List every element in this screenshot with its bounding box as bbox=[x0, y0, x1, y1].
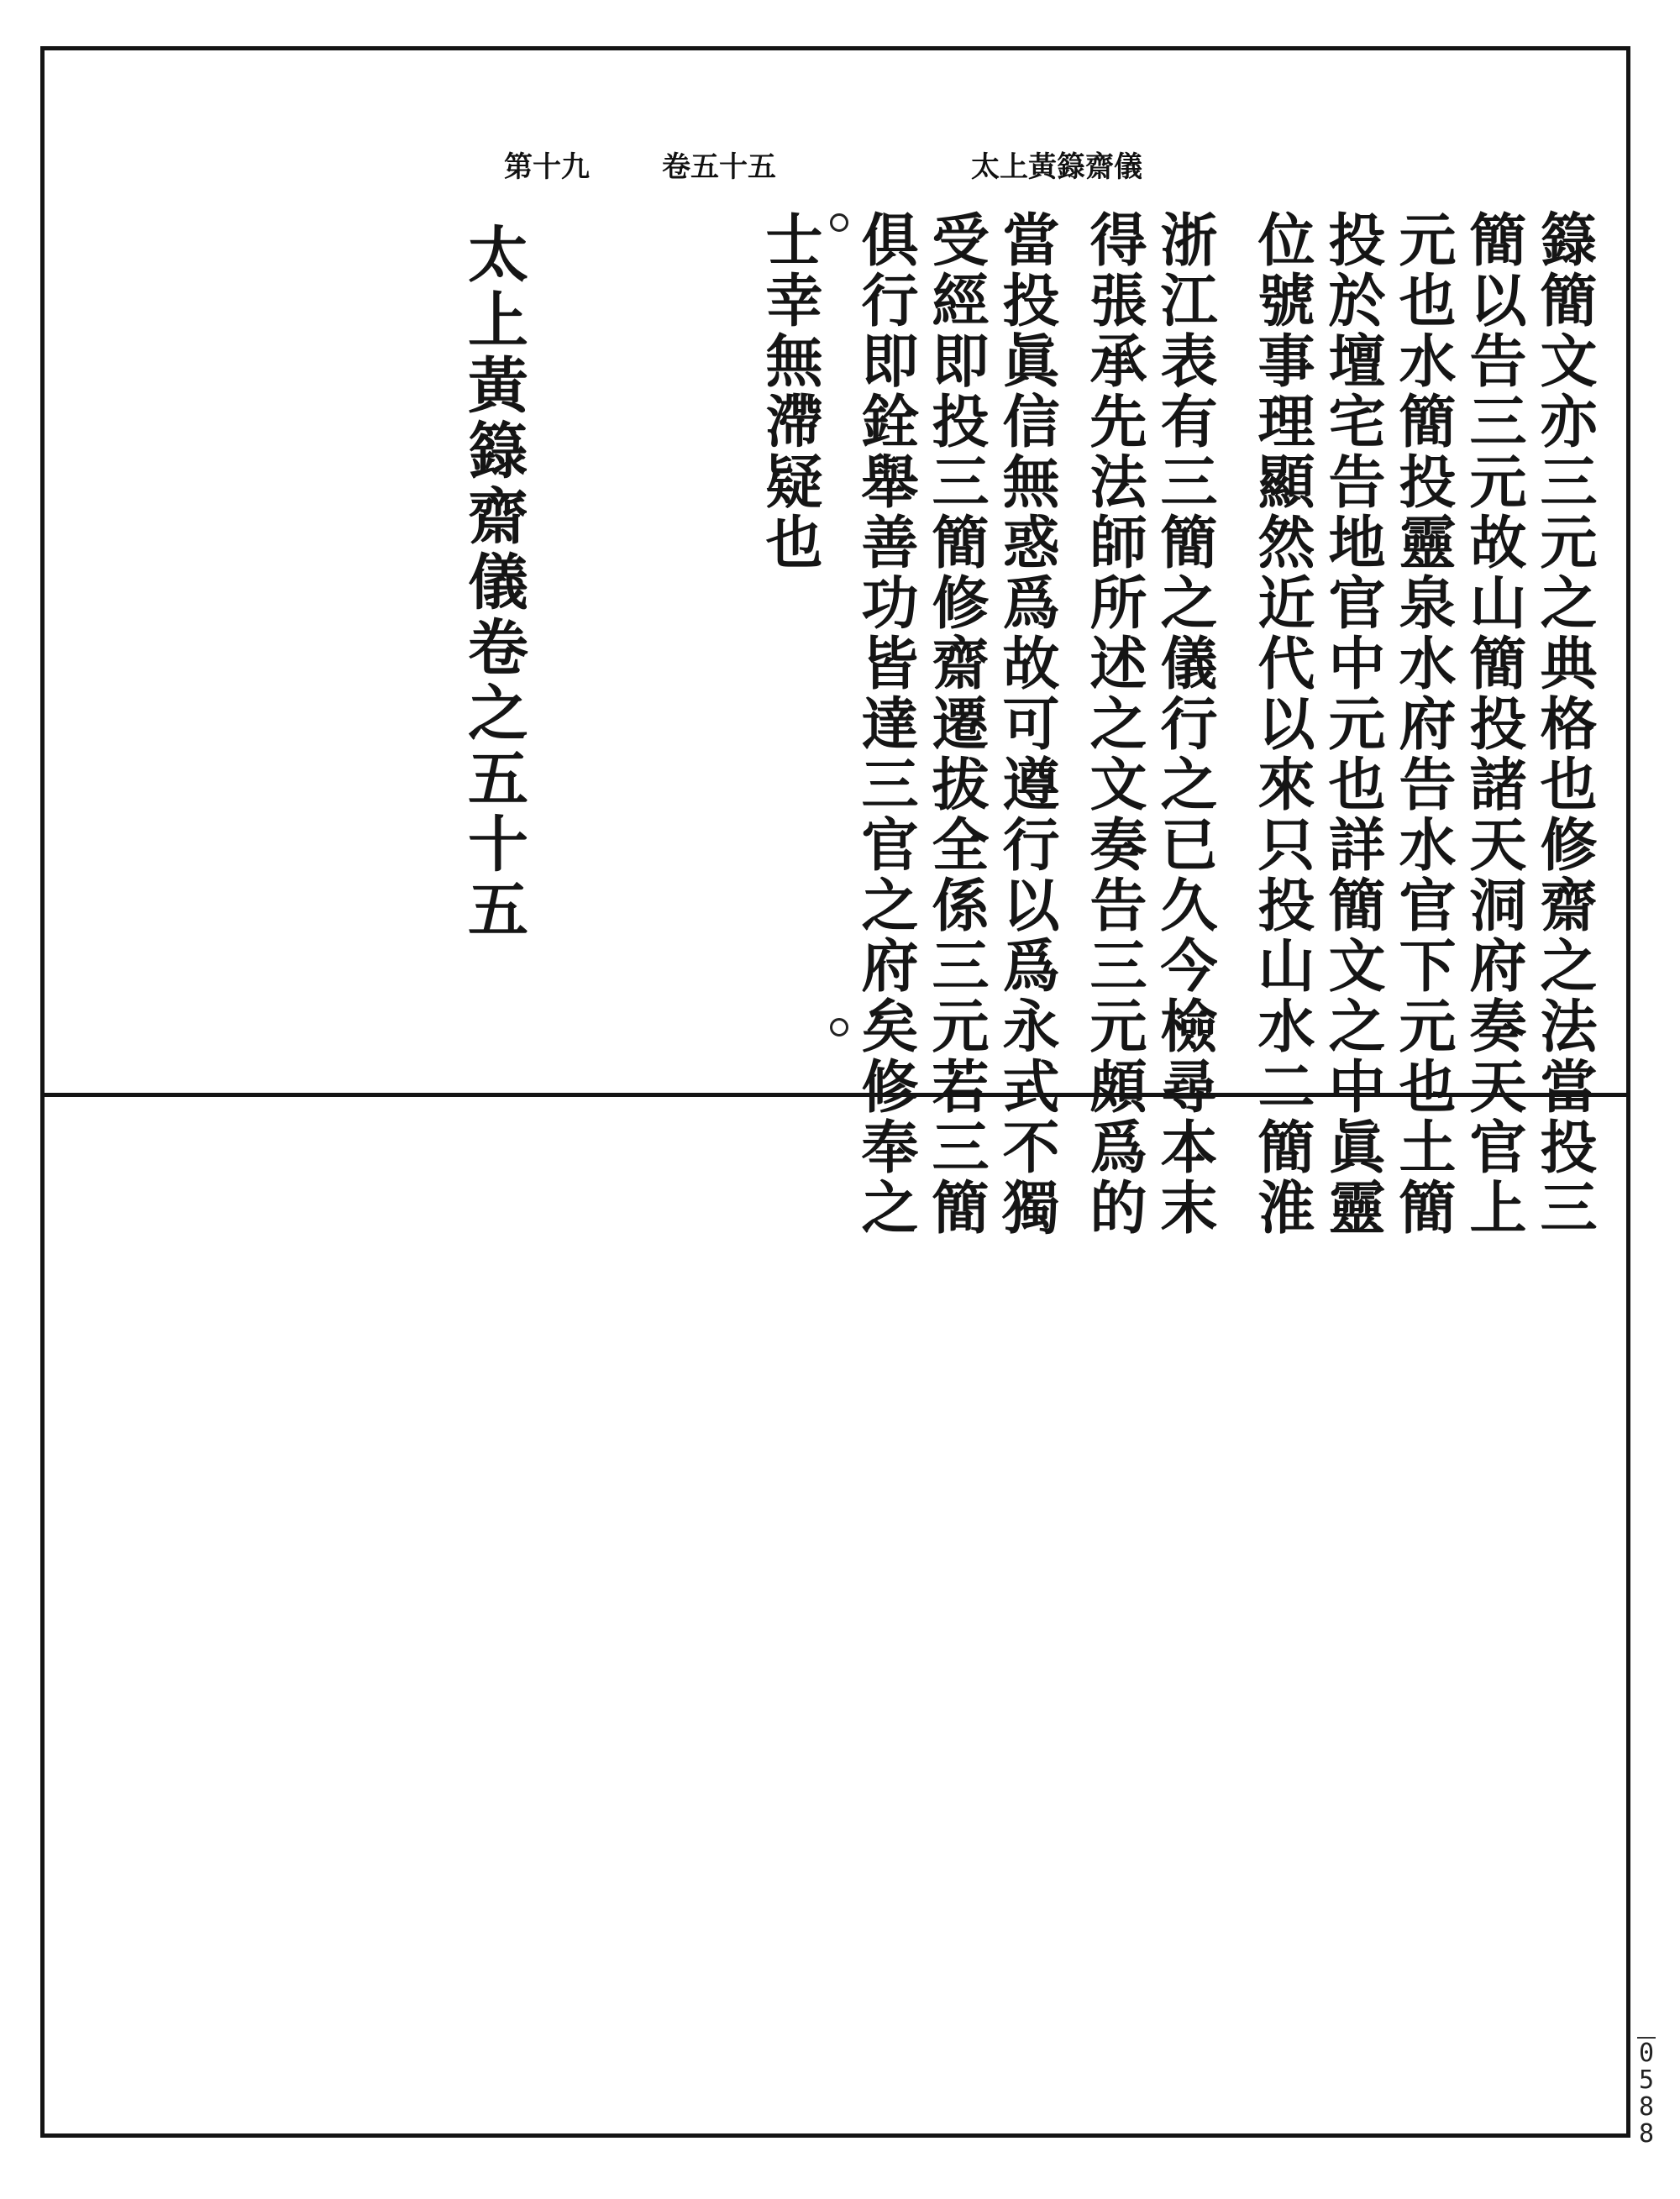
header-folio: 第十九 bbox=[504, 150, 590, 184]
header-book-title: 太上黃籙齋儀 bbox=[971, 150, 1142, 184]
text-column-1: 籙簡文亦三元之典格也修齋之法當投三 bbox=[1530, 210, 1598, 1238]
page-number bbox=[1635, 2037, 1658, 2148]
text-column-9: 受經即投三簡修齋遷拔全係三元若三簡 bbox=[922, 210, 990, 1238]
header-volume: 卷五十五 bbox=[662, 150, 776, 184]
punctuation-circle-marker bbox=[830, 1018, 848, 1037]
text-column-8: 當投眞信無惑爲故可遵行以爲永式不獨 bbox=[993, 210, 1060, 1238]
text-column-10: 俱行即銓舉善功皆達三官之府矣修奉之 bbox=[852, 210, 919, 1238]
text-column-3: 元也水簡投靈泉水府告水官下元也土簡 bbox=[1389, 210, 1457, 1238]
text-column-6: 浙江表有三簡之儀行之已久今檢尋本末 bbox=[1151, 210, 1218, 1238]
text-column-4: 投於壇宅告地官中元也詳簡文之中眞靈 bbox=[1319, 210, 1386, 1238]
closing-title: 太上黃籙齋儀卷之五十五 bbox=[458, 223, 529, 943]
page-number-text: 0588 bbox=[1638, 2039, 1655, 2149]
text-column-7: 得張承先法師所述之文奏告三元頗爲的 bbox=[1080, 210, 1147, 1238]
text-column-5: 位號事理顯然近代以來只投山水二簡淮 bbox=[1248, 210, 1315, 1238]
text-column-2: 簡以告三元故山簡投諸天洞府奏天官上 bbox=[1460, 210, 1527, 1238]
text-column-11: 士幸無滯疑也 bbox=[756, 210, 823, 573]
punctuation-circle-marker bbox=[830, 213, 848, 232]
running-header bbox=[504, 143, 1142, 185]
